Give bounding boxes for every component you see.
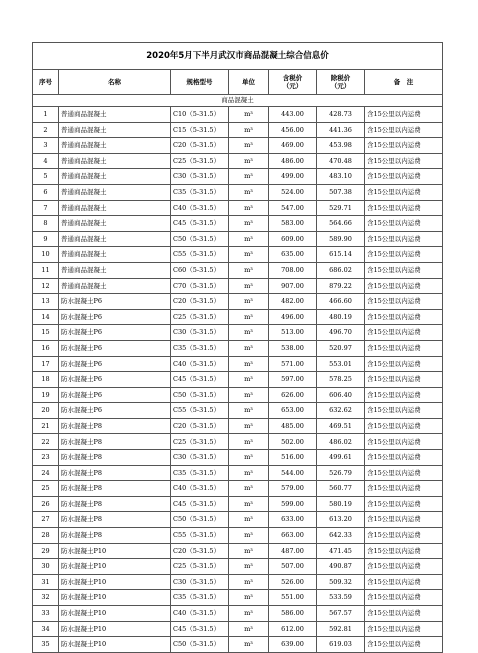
cell-name: 防水混凝土P6 [59, 294, 171, 310]
cell-price-tax: 502.00 [269, 434, 317, 450]
header-row [33, 70, 443, 95]
table-row [33, 543, 443, 559]
cell-price-notax: 466.60 [317, 294, 365, 310]
cell-price-notax: 483.10 [317, 169, 365, 185]
cell-no: 25 [33, 481, 59, 497]
cell-note: 含15公里以内运费 [365, 606, 443, 622]
cell-name: 普通商品混凝土 [59, 278, 171, 294]
cell-name: 防水混凝土P8 [59, 528, 171, 544]
cell-spec: C40（5-31.5） [171, 606, 229, 622]
cell-name: 防水混凝土P8 [59, 434, 171, 450]
cell-note: 含15公里以内运费 [365, 481, 443, 497]
cell-note: 含15公里以内运费 [365, 496, 443, 512]
cell-name: 防水混凝土P6 [59, 387, 171, 403]
cell-spec: C55（5-31.5） [171, 247, 229, 263]
cell-no: 14 [33, 309, 59, 325]
cell-unit: m³ [229, 496, 269, 512]
cell-no: 35 [33, 637, 59, 653]
cell-name: 普通商品混凝土 [59, 247, 171, 263]
cell-price-notax: 441.36 [317, 122, 365, 138]
cell-note: 含15公里以内运费 [365, 403, 443, 419]
cell-no: 7 [33, 200, 59, 216]
cell-price-tax: 583.00 [269, 216, 317, 232]
cell-price-notax: 879.22 [317, 278, 365, 294]
cell-note: 含15公里以内运费 [365, 340, 443, 356]
table-row [33, 184, 443, 200]
cell-name: 防水混凝土P6 [59, 372, 171, 388]
cell-name: 普通商品混凝土 [59, 231, 171, 247]
cell-price-notax: 509.32 [317, 574, 365, 590]
cell-name: 普通商品混凝土 [59, 216, 171, 232]
cell-name: 防水混凝土P6 [59, 356, 171, 372]
section-title: 商品混凝土 [33, 95, 443, 107]
table-row [33, 247, 443, 263]
page-title: 2020年5月下半月武汉市商品混凝土综合信息价 [33, 43, 443, 70]
cell-no: 21 [33, 418, 59, 434]
cell-price-tax: 496.00 [269, 309, 317, 325]
table-row [33, 637, 443, 653]
cell-note: 含15公里以内运费 [365, 356, 443, 372]
table-row [33, 621, 443, 637]
cell-name: 防水混凝土P8 [59, 496, 171, 512]
cell-no: 33 [33, 606, 59, 622]
cell-name: 防水混凝土P10 [59, 621, 171, 637]
cell-unit: m³ [229, 309, 269, 325]
cell-price-tax: 663.00 [269, 528, 317, 544]
cell-unit: m³ [229, 231, 269, 247]
cell-spec: C50（5-31.5） [171, 637, 229, 653]
cell-price-notax: 520.97 [317, 340, 365, 356]
cell-name: 防水混凝土P8 [59, 418, 171, 434]
cell-spec: C35（5-31.5） [171, 184, 229, 200]
cell-spec: C60（5-31.5） [171, 262, 229, 278]
cell-no: 31 [33, 574, 59, 590]
cell-price-notax: 632.62 [317, 403, 365, 419]
cell-no: 4 [33, 153, 59, 169]
cell-unit: m³ [229, 481, 269, 497]
cell-unit: m³ [229, 418, 269, 434]
cell-price-tax: 482.00 [269, 294, 317, 310]
table-row [33, 200, 443, 216]
cell-spec: C70（5-31.5） [171, 278, 229, 294]
cell-no: 8 [33, 216, 59, 232]
cell-spec: C20（5-31.5） [171, 294, 229, 310]
cell-note: 含15公里以内运费 [365, 122, 443, 138]
cell-price-tax: 653.00 [269, 403, 317, 419]
cell-price-tax: 486.00 [269, 153, 317, 169]
cell-price-tax: 597.00 [269, 372, 317, 388]
cell-price-tax: 571.00 [269, 356, 317, 372]
cell-unit: m³ [229, 590, 269, 606]
cell-unit: m³ [229, 512, 269, 528]
cell-note: 含15公里以内运费 [365, 574, 443, 590]
cell-name: 防水混凝土P6 [59, 309, 171, 325]
cell-price-notax: 470.48 [317, 153, 365, 169]
table-row [33, 262, 443, 278]
cell-price-tax: 469.00 [269, 138, 317, 154]
table-row [33, 278, 443, 294]
cell-price-tax: 635.00 [269, 247, 317, 263]
col-header-unit: 单位 [229, 70, 269, 95]
cell-note: 含15公里以内运费 [365, 528, 443, 544]
cell-name: 防水混凝土P10 [59, 574, 171, 590]
cell-unit: m³ [229, 559, 269, 575]
cell-no: 12 [33, 278, 59, 294]
cell-price-tax: 609.00 [269, 231, 317, 247]
cell-spec: C40（5-31.5） [171, 356, 229, 372]
cell-no: 17 [33, 356, 59, 372]
table-row [33, 138, 443, 154]
cell-spec: C50（5-31.5） [171, 387, 229, 403]
cell-no: 34 [33, 621, 59, 637]
cell-no: 23 [33, 450, 59, 466]
cell-note: 含15公里以内运费 [365, 309, 443, 325]
cell-price-tax: 516.00 [269, 450, 317, 466]
cell-note: 含15公里以内运费 [365, 465, 443, 481]
cell-spec: C35（5-31.5） [171, 340, 229, 356]
cell-unit: m³ [229, 247, 269, 263]
cell-unit: m³ [229, 356, 269, 372]
cell-spec: C45（5-31.5） [171, 216, 229, 232]
cell-note: 含15公里以内运费 [365, 559, 443, 575]
cell-price-tax: 443.00 [269, 107, 317, 123]
cell-unit: m³ [229, 372, 269, 388]
table-row [33, 450, 443, 466]
cell-price-notax: 529.71 [317, 200, 365, 216]
cell-spec: C40（5-31.5） [171, 481, 229, 497]
cell-price-notax: 471.45 [317, 543, 365, 559]
cell-no: 3 [33, 138, 59, 154]
cell-price-tax: 551.00 [269, 590, 317, 606]
cell-unit: m³ [229, 169, 269, 185]
cell-unit: m³ [229, 340, 269, 356]
cell-note: 含15公里以内运费 [365, 107, 443, 123]
cell-no: 30 [33, 559, 59, 575]
cell-spec: C30（5-31.5） [171, 574, 229, 590]
cell-note: 含15公里以内运费 [365, 621, 443, 637]
table-row [33, 403, 443, 419]
cell-unit: m³ [229, 606, 269, 622]
cell-unit: m³ [229, 543, 269, 559]
cell-note: 含15公里以内运费 [365, 325, 443, 341]
cell-price-tax: 544.00 [269, 465, 317, 481]
cell-spec: C15（5-31.5） [171, 122, 229, 138]
cell-unit: m³ [229, 387, 269, 403]
cell-spec: C45（5-31.5） [171, 621, 229, 637]
cell-note: 含15公里以内运费 [365, 294, 443, 310]
cell-note: 含15公里以内运费 [365, 184, 443, 200]
cell-price-tax: 586.00 [269, 606, 317, 622]
table-row [33, 418, 443, 434]
cell-unit: m³ [229, 621, 269, 637]
cell-spec: C25（5-31.5） [171, 559, 229, 575]
cell-no: 26 [33, 496, 59, 512]
cell-name: 普通商品混凝土 [59, 107, 171, 123]
cell-unit: m³ [229, 153, 269, 169]
cell-note: 含15公里以内运费 [365, 387, 443, 403]
col-header-spec: 规格型号 [171, 70, 229, 95]
cell-price-notax: 580.19 [317, 496, 365, 512]
cell-unit: m³ [229, 216, 269, 232]
cell-name: 防水混凝土P8 [59, 512, 171, 528]
table-row [33, 496, 443, 512]
col-header-price-tax: 含税价 （元） [269, 70, 317, 95]
cell-spec: C20（5-31.5） [171, 138, 229, 154]
cell-price-notax: 560.77 [317, 481, 365, 497]
table-row [33, 590, 443, 606]
table-row [33, 153, 443, 169]
cell-price-notax: 578.25 [317, 372, 365, 388]
cell-unit: m³ [229, 107, 269, 123]
cell-note: 含15公里以内运费 [365, 543, 443, 559]
cell-no: 16 [33, 340, 59, 356]
cell-price-notax: 480.19 [317, 309, 365, 325]
table-row [33, 559, 443, 575]
cell-unit: m³ [229, 403, 269, 419]
cell-no: 9 [33, 231, 59, 247]
table-row [33, 340, 443, 356]
cell-price-notax: 613.20 [317, 512, 365, 528]
cell-note: 含15公里以内运费 [365, 138, 443, 154]
title-row [33, 43, 443, 70]
cell-note: 含15公里以内运费 [365, 278, 443, 294]
cell-name: 普通商品混凝土 [59, 122, 171, 138]
table-row [33, 356, 443, 372]
cell-note: 含15公里以内运费 [365, 262, 443, 278]
cell-note: 含15公里以内运费 [365, 434, 443, 450]
cell-unit: m³ [229, 200, 269, 216]
cell-unit: m³ [229, 434, 269, 450]
table-row [33, 294, 443, 310]
cell-no: 1 [33, 107, 59, 123]
cell-price-notax: 567.57 [317, 606, 365, 622]
cell-price-tax: 599.00 [269, 496, 317, 512]
cell-price-notax: 589.90 [317, 231, 365, 247]
cell-price-notax: 686.02 [317, 262, 365, 278]
col-header-no: 序号 [33, 70, 59, 95]
cell-price-tax: 485.00 [269, 418, 317, 434]
table-row [33, 528, 443, 544]
cell-price-notax: 533.59 [317, 590, 365, 606]
cell-no: 15 [33, 325, 59, 341]
cell-name: 普通商品混凝土 [59, 184, 171, 200]
cell-unit: m³ [229, 184, 269, 200]
cell-spec: C55（5-31.5） [171, 528, 229, 544]
cell-unit: m³ [229, 574, 269, 590]
cell-unit: m³ [229, 278, 269, 294]
cell-name: 防水混凝土P10 [59, 637, 171, 653]
cell-note: 含15公里以内运费 [365, 637, 443, 653]
cell-no: 5 [33, 169, 59, 185]
cell-name: 普通商品混凝土 [59, 200, 171, 216]
cell-spec: C30（5-31.5） [171, 169, 229, 185]
cell-price-notax: 526.79 [317, 465, 365, 481]
cell-price-tax: 579.00 [269, 481, 317, 497]
cell-no: 2 [33, 122, 59, 138]
cell-price-notax: 553.01 [317, 356, 365, 372]
col-header-price-notax: 除税价 （元） [317, 70, 365, 95]
cell-price-tax: 499.00 [269, 169, 317, 185]
cell-name: 防水混凝土P8 [59, 465, 171, 481]
cell-price-tax: 626.00 [269, 387, 317, 403]
cell-no: 11 [33, 262, 59, 278]
cell-unit: m³ [229, 294, 269, 310]
cell-price-tax: 487.00 [269, 543, 317, 559]
cell-unit: m³ [229, 138, 269, 154]
table-row [33, 465, 443, 481]
cell-price-notax: 564.66 [317, 216, 365, 232]
table-row [33, 107, 443, 123]
cell-price-notax: 507.38 [317, 184, 365, 200]
cell-price-tax: 456.00 [269, 122, 317, 138]
cell-spec: C55（5-31.5） [171, 403, 229, 419]
cell-no: 24 [33, 465, 59, 481]
cell-name: 防水混凝土P10 [59, 559, 171, 575]
table-row [33, 216, 443, 232]
cell-no: 32 [33, 590, 59, 606]
cell-price-notax: 469.51 [317, 418, 365, 434]
col-header-note: 备 注 [365, 70, 443, 95]
cell-unit: m³ [229, 637, 269, 653]
cell-name: 防水混凝土P6 [59, 403, 171, 419]
cell-unit: m³ [229, 262, 269, 278]
cell-no: 18 [33, 372, 59, 388]
cell-price-notax: 606.40 [317, 387, 365, 403]
cell-note: 含15公里以内运费 [365, 216, 443, 232]
cell-price-tax: 513.00 [269, 325, 317, 341]
cell-spec: C25（5-31.5） [171, 153, 229, 169]
cell-no: 10 [33, 247, 59, 263]
cell-price-tax: 524.00 [269, 184, 317, 200]
cell-price-tax: 538.00 [269, 340, 317, 356]
cell-unit: m³ [229, 450, 269, 466]
cell-name: 防水混凝土P10 [59, 606, 171, 622]
table-row [33, 372, 443, 388]
cell-price-notax: 486.02 [317, 434, 365, 450]
cell-no: 19 [33, 387, 59, 403]
cell-price-tax: 907.00 [269, 278, 317, 294]
cell-price-tax: 547.00 [269, 200, 317, 216]
cell-name: 防水混凝土P8 [59, 481, 171, 497]
cell-name: 防水混凝土P6 [59, 340, 171, 356]
table-row [33, 606, 443, 622]
cell-name: 防水混凝土P10 [59, 543, 171, 559]
cell-unit: m³ [229, 122, 269, 138]
cell-unit: m³ [229, 325, 269, 341]
cell-note: 含15公里以内运费 [365, 153, 443, 169]
cell-name: 防水混凝土P8 [59, 450, 171, 466]
cell-price-notax: 490.87 [317, 559, 365, 575]
cell-note: 含15公里以内运费 [365, 247, 443, 263]
table-row [33, 574, 443, 590]
cell-spec: C35（5-31.5） [171, 590, 229, 606]
cell-spec: C40（5-31.5） [171, 200, 229, 216]
cell-note: 含15公里以内运费 [365, 372, 443, 388]
cell-price-notax: 499.61 [317, 450, 365, 466]
cell-spec: C20（5-31.5） [171, 418, 229, 434]
cell-spec: C30（5-31.5） [171, 450, 229, 466]
cell-spec: C20（5-31.5） [171, 543, 229, 559]
cell-name: 普通商品混凝土 [59, 262, 171, 278]
cell-note: 含15公里以内运费 [365, 169, 443, 185]
cell-price-tax: 612.00 [269, 621, 317, 637]
cell-note: 含15公里以内运费 [365, 590, 443, 606]
cell-no: 20 [33, 403, 59, 419]
table-row [33, 434, 443, 450]
cell-no: 22 [33, 434, 59, 450]
cell-price-tax: 526.00 [269, 574, 317, 590]
cell-price-notax: 642.33 [317, 528, 365, 544]
cell-unit: m³ [229, 465, 269, 481]
section-row [33, 95, 443, 107]
cell-note: 含15公里以内运费 [365, 450, 443, 466]
cell-note: 含15公里以内运费 [365, 418, 443, 434]
cell-price-tax: 633.00 [269, 512, 317, 528]
col-header-name: 名称 [59, 70, 171, 95]
cell-no: 6 [33, 184, 59, 200]
cell-name: 普通商品混凝土 [59, 169, 171, 185]
table-row [33, 122, 443, 138]
cell-price-notax: 428.73 [317, 107, 365, 123]
cell-spec: C50（5-31.5） [171, 512, 229, 528]
cell-note: 含15公里以内运费 [365, 200, 443, 216]
cell-no: 28 [33, 528, 59, 544]
cell-spec: C25（5-31.5） [171, 434, 229, 450]
cell-name: 防水混凝土P6 [59, 325, 171, 341]
table-row [33, 325, 443, 341]
cell-unit: m³ [229, 528, 269, 544]
cell-price-notax: 592.81 [317, 621, 365, 637]
table-row [33, 481, 443, 497]
cell-price-notax: 453.98 [317, 138, 365, 154]
table-row [33, 387, 443, 403]
table-row [33, 231, 443, 247]
cell-no: 29 [33, 543, 59, 559]
cell-price-tax: 639.00 [269, 637, 317, 653]
cell-note: 含15公里以内运费 [365, 231, 443, 247]
cell-note: 含15公里以内运费 [365, 512, 443, 528]
price-table [32, 42, 443, 653]
cell-spec: C45（5-31.5） [171, 372, 229, 388]
cell-name: 普通商品混凝土 [59, 138, 171, 154]
table-row [33, 169, 443, 185]
cell-name: 防水混凝土P10 [59, 590, 171, 606]
cell-spec: C10（5-31.5） [171, 107, 229, 123]
cell-price-tax: 708.00 [269, 262, 317, 278]
cell-spec: C30（5-31.5） [171, 325, 229, 341]
cell-spec: C45（5-31.5） [171, 496, 229, 512]
cell-spec: C50（5-31.5） [171, 231, 229, 247]
price-sheet [32, 42, 442, 653]
cell-name: 普通商品混凝土 [59, 153, 171, 169]
table-row [33, 512, 443, 528]
table-row [33, 309, 443, 325]
cell-price-notax: 619.03 [317, 637, 365, 653]
cell-price-notax: 496.70 [317, 325, 365, 341]
cell-no: 27 [33, 512, 59, 528]
cell-price-tax: 507.00 [269, 559, 317, 575]
cell-spec: C35（5-31.5） [171, 465, 229, 481]
cell-price-notax: 615.14 [317, 247, 365, 263]
cell-spec: C25（5-31.5） [171, 309, 229, 325]
cell-no: 13 [33, 294, 59, 310]
